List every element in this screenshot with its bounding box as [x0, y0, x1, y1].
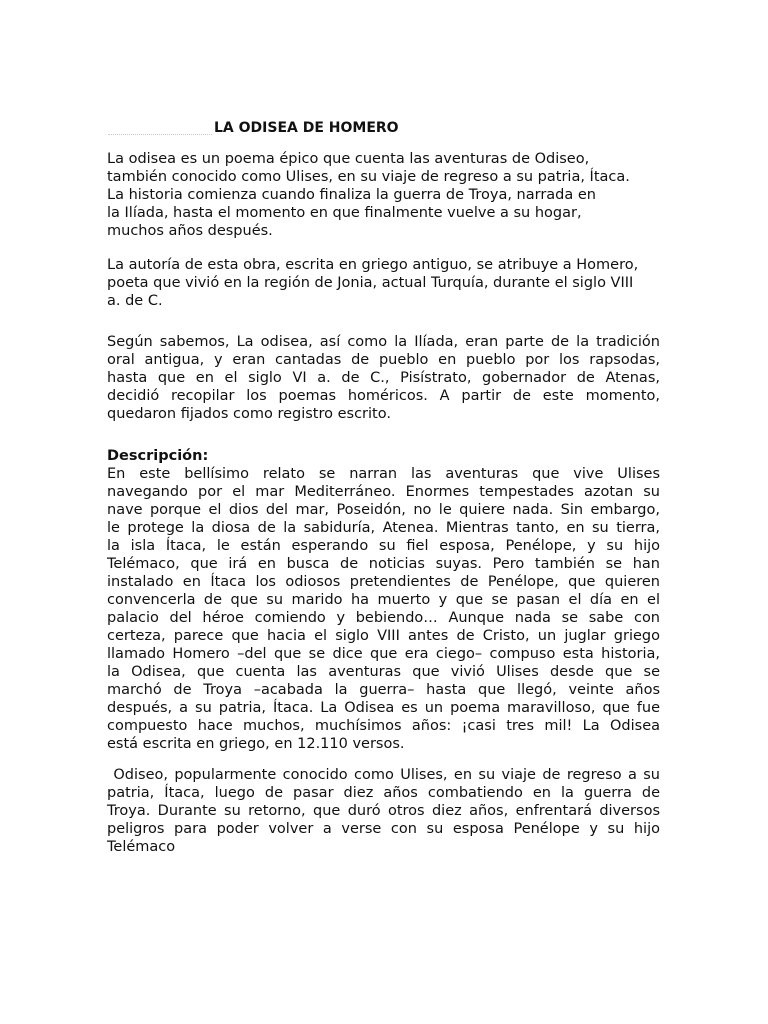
text-line: oral antigua, y eran cantadas de pueblo en pueblo por los rapsodas, — [107, 352, 660, 368]
text-line: la Ilíada, hasta el momento en que finalmente vuelve a su hogar, — [107, 205, 582, 221]
text-line: Troya. Durante su retorno, que duró otros diez años, enfrentará diversos — [107, 803, 660, 819]
text-line: convencerla de que su marido ha muerto y que se pasan el día en el — [107, 592, 660, 608]
text-line: a. de C. — [107, 293, 163, 309]
paragraph-tradition — [107, 333, 660, 423]
text-line: La historia comienza cuando finaliza la guerra de Troya, narrada en — [107, 187, 596, 203]
text-line: En este bellísimo relato se narran las aventuras que vive Ulises — [107, 466, 660, 482]
text-line: Odiseo, popularmente conocido como Ulises, en su viaje de regreso a su — [107, 767, 660, 783]
paragraph-summary — [107, 766, 660, 856]
text-line: navegando por el mar Mediterráneo. Enormes tempestades azotan su — [107, 484, 660, 500]
text-line: Telémaco, que irá en busca de noticias suyas. Pero también se han — [107, 556, 660, 572]
text-line: la isla Ítaca, le están esperando su fiel esposa, Penélope, y su hijo — [107, 538, 660, 554]
text-line: Según sabemos, La odisea, así como la Ilíada, eran parte de la tradición — [107, 334, 660, 350]
text-line: palacio del héroe comiendo y bebiendo… Aunque nada se sabe con — [107, 610, 660, 626]
text-line: certeza, parece que hacia el siglo VIII antes de Cristo, un juglar griego — [107, 628, 660, 644]
text-line: instalado en Ítaca los odiosos pretendientes de Penélope, que quieren — [107, 574, 660, 590]
text-line: compuesto hace muchos, muchísimos años: ¡casi tres mil! La Odisea — [107, 718, 660, 734]
section-heading-descripcion: Descripción: — [107, 448, 209, 464]
text-line: también conocido como Ulises, en su viaje de regreso a su patria, Ítaca. — [107, 169, 630, 185]
paragraph-description — [107, 465, 660, 753]
text-line: quedaron fijados como registro escrito. — [107, 406, 391, 422]
text-line: La autoría de esta obra, escrita en griego antiguo, se atribuye a Homero, — [107, 257, 639, 273]
paragraph-authorship — [107, 256, 660, 310]
text-line: marchó de Troya –acabada la guerra– hasta que llegó, veinte años — [107, 682, 660, 698]
text-line: llamado Homero –del que se dice que era ciego– compuso esta historia, — [107, 646, 660, 662]
text-line: le protege la diosa de la sabiduría, Atenea. Mientras tanto, en su tierra, — [107, 520, 660, 536]
text-line: patria, Ítaca, luego de pasar diez años combatiendo en la guerra de — [107, 785, 660, 801]
text-line: nave porque el dios del mar, Poseidón, no le quiere nada. Sin embargo, — [107, 502, 660, 518]
text-line: hasta que en el siglo VI a. de C., Pisístrato, gobernador de Atenas, — [107, 370, 660, 386]
text-line: poeta que vivió en la región de Jonia, actual Turquía, durante el siglo VIII — [107, 275, 634, 291]
text-line: está escrita en griego, en 12.110 versos. — [107, 736, 405, 752]
text-line: la Odisea, que cuenta las aventuras que vivió Ulises desde que se — [107, 664, 660, 680]
text-line: decidió recopilar los poemas homéricos. A partir de este momento, — [107, 388, 660, 404]
document-title: LA ODISEA DE HOMERO — [214, 120, 399, 136]
paragraph-intro — [107, 150, 660, 240]
text-line: Telémaco — [107, 839, 176, 855]
text-line: muchos años después. — [107, 223, 273, 239]
text-line: después, a su patria, Ítaca. La Odisea es un poema maravilloso, que fue — [107, 700, 660, 716]
text-line: La odisea es un poema épico que cuenta las aventuras de Odiseo, — [107, 151, 590, 167]
title-dotted-line — [108, 134, 212, 135]
text-line: peligros para poder volver a verse con su esposa Penélope y su hijo — [107, 821, 660, 837]
